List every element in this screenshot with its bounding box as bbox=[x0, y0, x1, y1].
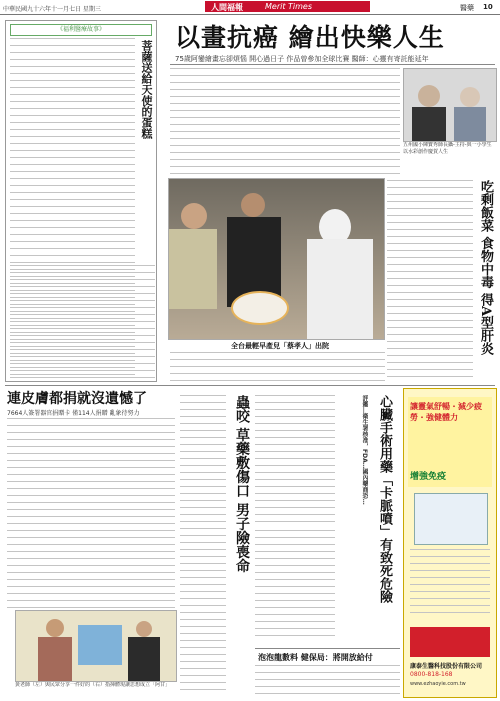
ad-url: www.ezhaoyie.com.tw bbox=[410, 681, 466, 687]
ad-tagline: 讓靈氣舒暢・減少疲勞・強健體力 bbox=[410, 402, 482, 422]
page-number: 10 bbox=[483, 3, 493, 11]
heart-subhead: 評鑑…衛生署核准，FDA…國內藥商恐… bbox=[361, 395, 368, 505]
left-lower-text bbox=[10, 265, 155, 380]
headline-rule bbox=[170, 64, 495, 65]
bottom-text bbox=[255, 665, 400, 697]
main-photo bbox=[168, 178, 385, 340]
ad-brand: 康泰生醫科技股份有限公司 bbox=[410, 663, 483, 670]
masthead-english: Merit Times bbox=[265, 2, 313, 11]
right-vertical-headline: 吃剩飯菜 食物中毒 得A型肝炎 bbox=[478, 180, 493, 356]
lower-left-photo-caption: 黃老師（左）與民眾分享一件好的（右）指揮體現讓思想成立「阿甘」 bbox=[15, 682, 171, 688]
ad-banner bbox=[410, 627, 490, 657]
main-photo-caption: 全台最輕早產兒「蔡孝人」出院 bbox=[231, 342, 329, 350]
portrait-photo bbox=[403, 68, 497, 142]
masthead-title: 人間福報 bbox=[211, 3, 243, 12]
middle-text-right bbox=[255, 530, 335, 640]
ad-product-image bbox=[414, 493, 488, 545]
middle-vertical-headline: 蟲咬 草藥敷傷口 男子險喪命 bbox=[234, 395, 250, 573]
middle-text-left bbox=[180, 395, 226, 695]
heart-vertical-headline: 心臟手術用藥「卡脈噴」有致死危險 bbox=[377, 395, 392, 603]
heart-text bbox=[255, 395, 335, 525]
top-bar bbox=[0, 0, 500, 15]
photo-story-text bbox=[170, 352, 385, 382]
left-box-title: 《福利醫療故事》 bbox=[10, 24, 152, 36]
masthead bbox=[205, 1, 370, 12]
right-feature-text bbox=[387, 180, 473, 380]
mid-rule bbox=[5, 385, 495, 386]
section-name: 醫藥 bbox=[460, 4, 474, 12]
ad-slogan: 增強免疫 bbox=[410, 472, 447, 482]
ad-text bbox=[410, 549, 490, 619]
main-subhead: 75歲阿鑾繪畫忘卻煩惱 開心過日子 作品曾參加全球比賽 醫師：心靈有寄託能延年 bbox=[175, 55, 429, 63]
ad-phone: 0800-818-168 bbox=[410, 671, 453, 678]
lower-left-subhead: 7664人簽署器官捐贈卡 僅114人捐贈 亂象待努力 bbox=[7, 410, 140, 417]
date-line: 中華民國九十六年十一月七日 星期三 bbox=[3, 6, 101, 13]
main-headline: 以畫抗癌 繪出快樂人生 bbox=[175, 23, 445, 52]
bottom-rule bbox=[255, 648, 400, 649]
lower-left-text bbox=[7, 418, 175, 608]
bottom-headline: 泡泡龍數料 健保局：將開放給付 bbox=[258, 653, 373, 662]
advertisement bbox=[403, 388, 497, 698]
lower-left-photo bbox=[15, 610, 177, 682]
left-vertical-headline: 菩薩送給天使的蛋糕 bbox=[140, 40, 153, 139]
lower-left-headline: 連皮膚都捐就沒遺憾了 bbox=[7, 391, 147, 407]
main-story-text bbox=[170, 68, 400, 178]
portrait-caption: 五州國小陳寶秀師長攝-主持-與一小學生以水彩創作慶賀人生 bbox=[403, 142, 492, 155]
